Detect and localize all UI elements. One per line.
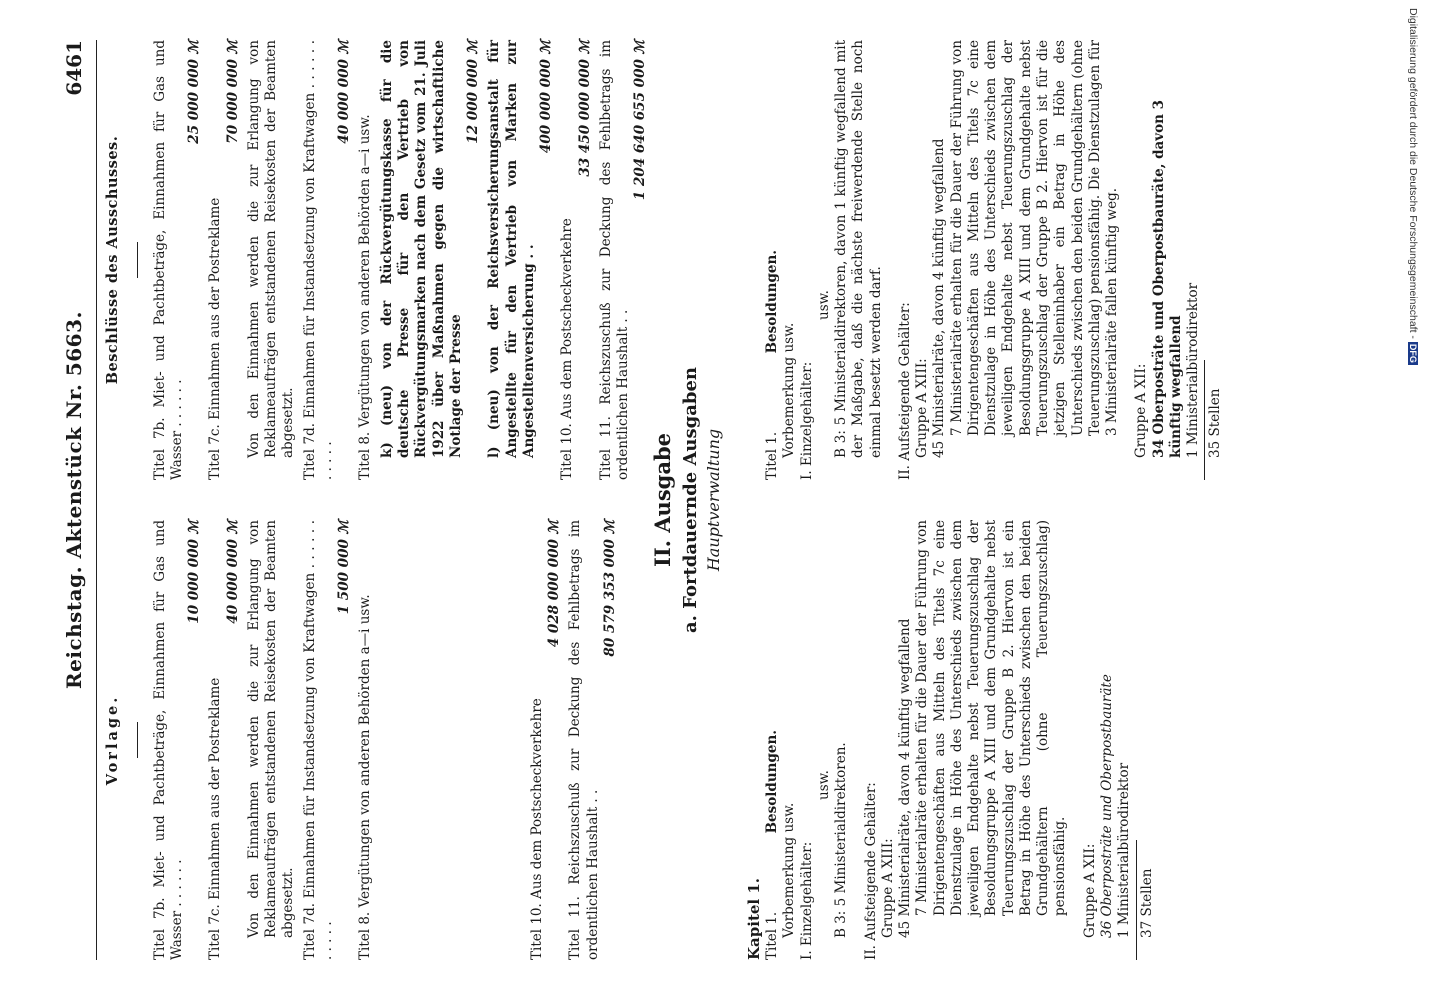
left-column-title: Vorlage. <box>104 694 121 786</box>
aufsteigend-label: II. Aufsteigende Gehälter: <box>896 302 913 480</box>
ministerialraete-note: 7 Ministerialräte erhalten für die Dauer der Führung von Dirigentengeschäften aus Mitteln des Titels 7c eine Dienstzulage in Höhe des Unterschieds zwischen dem jeweiligen Endgehalte nebst Teuerungszuschlag der Besoldungsgruppe A XIII und dem Grundgehalte nebst Teuerungszuschlag der Gruppe B 2. Hiervon ist für die jetzigen Stelleninhaber ein Betrag in Höhe des Unterschieds zwischen den beiden Grundgehältern (ohne Teuerungszuschlag) pensionsfähig. Die Dienstzulagen für 3 Ministerialräte fallen künftig weg. <box>948 40 1121 436</box>
list-item: Titel 11. Reichszuschuß zur Deckung des Fehlbetrags im ordentlichen Haushalt . . 1 204 640 655 000 ℳ <box>597 40 649 480</box>
list-item: Von den Einnahmen werden die zur Erlangung von Reklameaufträgen entstandenen Reisekosten der Beamten abgesetzt. <box>245 40 297 458</box>
gruppe-a13: Gruppe A XIII: <box>914 358 931 458</box>
section-subheading: a. Fortdauernde Ausgaben <box>679 366 701 634</box>
list-item: Titel 10. Aus dem Postscheckverkehre 4 028 000 000 ℳ <box>528 520 562 960</box>
dfg-logo: DFG <box>1408 343 1418 363</box>
title-divider <box>137 722 138 758</box>
department-heading: Hauptverwaltung <box>703 428 723 572</box>
page-header <box>62 40 97 960</box>
list-item: Von den Einnahmen werden die zur Erlangung von Reklameaufträgen entstandenen Reisekosten der Beamten abgesetzt. <box>245 520 297 938</box>
gruppe-a13: Gruppe A XIII: <box>879 838 896 938</box>
section-heading-block <box>650 40 724 960</box>
lower-right-block <box>764 40 1225 480</box>
usw: usw. <box>815 770 832 800</box>
vorbemerkung: Vorbemerkung usw. <box>781 322 798 458</box>
list-item: Titel 7d. Einnahmen für Instandsetzung von Kraftwagen . . . . . . . . . . . 40 000 000 ℳ <box>301 40 353 480</box>
list-item: l) (neu) von der Reichsversicherungsanstalt für Angestellte für den Vertrieb von Marken zur Angestelltenversicherung . . 400 000 000 ℳ <box>486 40 555 458</box>
list-item: Titel 7b. Miet- und Pachtbeträge, Einnahmen für Gas und Wasser . . . . . . 10 000 000 ℳ <box>151 520 203 960</box>
side-note-text: Digitalisierung gefördert durch die Deutsche Forschungsgemeinschaft - <box>1407 8 1419 339</box>
list-item: Titel 7c. Einnahmen aus der Postreklame 40 000 000 ℳ <box>207 520 241 960</box>
b3-line: B 3: 5 Ministerialdirektoren, davon 1 künftig wegfallend mit der Maßgabe, daß die nächste freiwerdende Stelle noch einmal besetzt werden darf. <box>833 40 884 458</box>
list-item: k) (neu) von der Rückvergütungskasse für die deutsche Presse für den Vertrieb von Rückvergütungsmarken nach dem Gesetz vom 21. Juli 1922 über Maßnahmen gegen die wirtschaftliche Notlage der Presse 12 000 000 ℳ <box>378 40 482 458</box>
einzelgehaelter-label: I. Einzelgehälter: <box>798 841 815 960</box>
ministerialraete-line: 45 Ministerialräte, davon 4 künftig wegfallend <box>931 138 948 458</box>
list-item: Titel 7b. Miet- und Pachtbeträge, Einnahmen für Gas und Wasser . . . . . . 25 000 000 ℳ <box>151 40 203 480</box>
oberpostraete-line: 34 Oberposträte und Oberpostbauräte, davon 3 künftig wegfallend <box>1150 99 1184 458</box>
list-item: Titel 7d. Einnahmen für Instandsetzung von Kraftwagen . . . . . . . . . . . 1 500 000 ℳ <box>301 520 353 960</box>
oberpostraete-line: 36 Oberposträte und Oberpostbauräte <box>1098 674 1115 938</box>
buerodirektor-line: 1 Ministerialbürodirektor <box>1185 282 1202 458</box>
stellen-total: 37 Stellen <box>1138 868 1155 938</box>
list-item: Titel 8. Vergütungen von anderen Behörden a—i usw. <box>357 114 374 480</box>
usw: usw. <box>815 290 832 320</box>
lower-left-block <box>745 520 1156 960</box>
buerodirektor-line: 1 Ministerialbürodirektor <box>1116 762 1133 938</box>
titel-line: Titel 1. Besoldungen. <box>764 250 780 480</box>
vorbemerkung: Vorbemerkung usw. <box>781 802 798 938</box>
list-item: Titel 7c. Einnahmen aus der Postreklame 70 000 000 ℳ <box>207 40 241 480</box>
section-heading: II. Ausgabe <box>650 433 675 567</box>
kapitel-heading: Kapitel 1. <box>745 878 763 960</box>
digitization-note <box>1405 8 1419 992</box>
left-column <box>104 520 623 960</box>
page-number: 6461 <box>62 40 86 96</box>
sum-divider <box>1136 840 1137 960</box>
aufsteigend-label: II. Aufsteigende Gehälter: <box>862 782 879 960</box>
einzelgehaelter-label: I. Einzelgehälter: <box>798 361 815 480</box>
stellen-total: 35 Stellen <box>1207 388 1224 458</box>
right-column <box>104 40 654 480</box>
header-title: Reichstag. Aktenstück Nr. 5663. <box>62 311 86 689</box>
list-item: Titel 11. Reichszuschuß zur Deckung des Fehlbetrags im ordentlichen Haushalt . . 80 579 353 000 ℳ <box>567 520 618 960</box>
title-divider <box>137 242 138 278</box>
sum-divider <box>1204 360 1205 480</box>
titel-line: Titel 1. Besoldungen. <box>764 730 781 960</box>
right-column-title: Beschlüsse des Ausschusses. <box>104 135 121 385</box>
ministerialraete-note: 7 Ministerialräte erhalten für die Dauer der Führung von Dirigentengeschäften aus Mitteln des Titels 7c eine Dienstzulage in Höhe des Unterschieds zwischen dem jeweiligen Endgehalte nebst Teuerungszuschlag der Besoldungsgruppe A XIII und dem Grundgehalte nebst Teuerungszuschlag der Gruppe B 2. Hiervon ist ein Betrag in Höhe des Unterschieds zwischen den beiden Grundgehältern (ohne Teuerungszuschlag) pensionsfähig. <box>914 520 1069 916</box>
gruppe-a12: Gruppe A XII: <box>1081 843 1098 938</box>
list-item: Titel 8. Vergütungen von anderen Behörden a—i usw. <box>357 594 374 960</box>
list-item: Titel 10. Aus dem Postscheckverkehre 33 450 000 000 ℳ <box>559 40 593 480</box>
b3-line: B 3: 5 Ministerialdirektoren. <box>833 742 850 938</box>
gruppe-a12: Gruppe A XII: <box>1133 363 1150 458</box>
ministerialraete-line: 45 Ministerialräte, davon 4 künftig wegfallend <box>897 618 914 938</box>
